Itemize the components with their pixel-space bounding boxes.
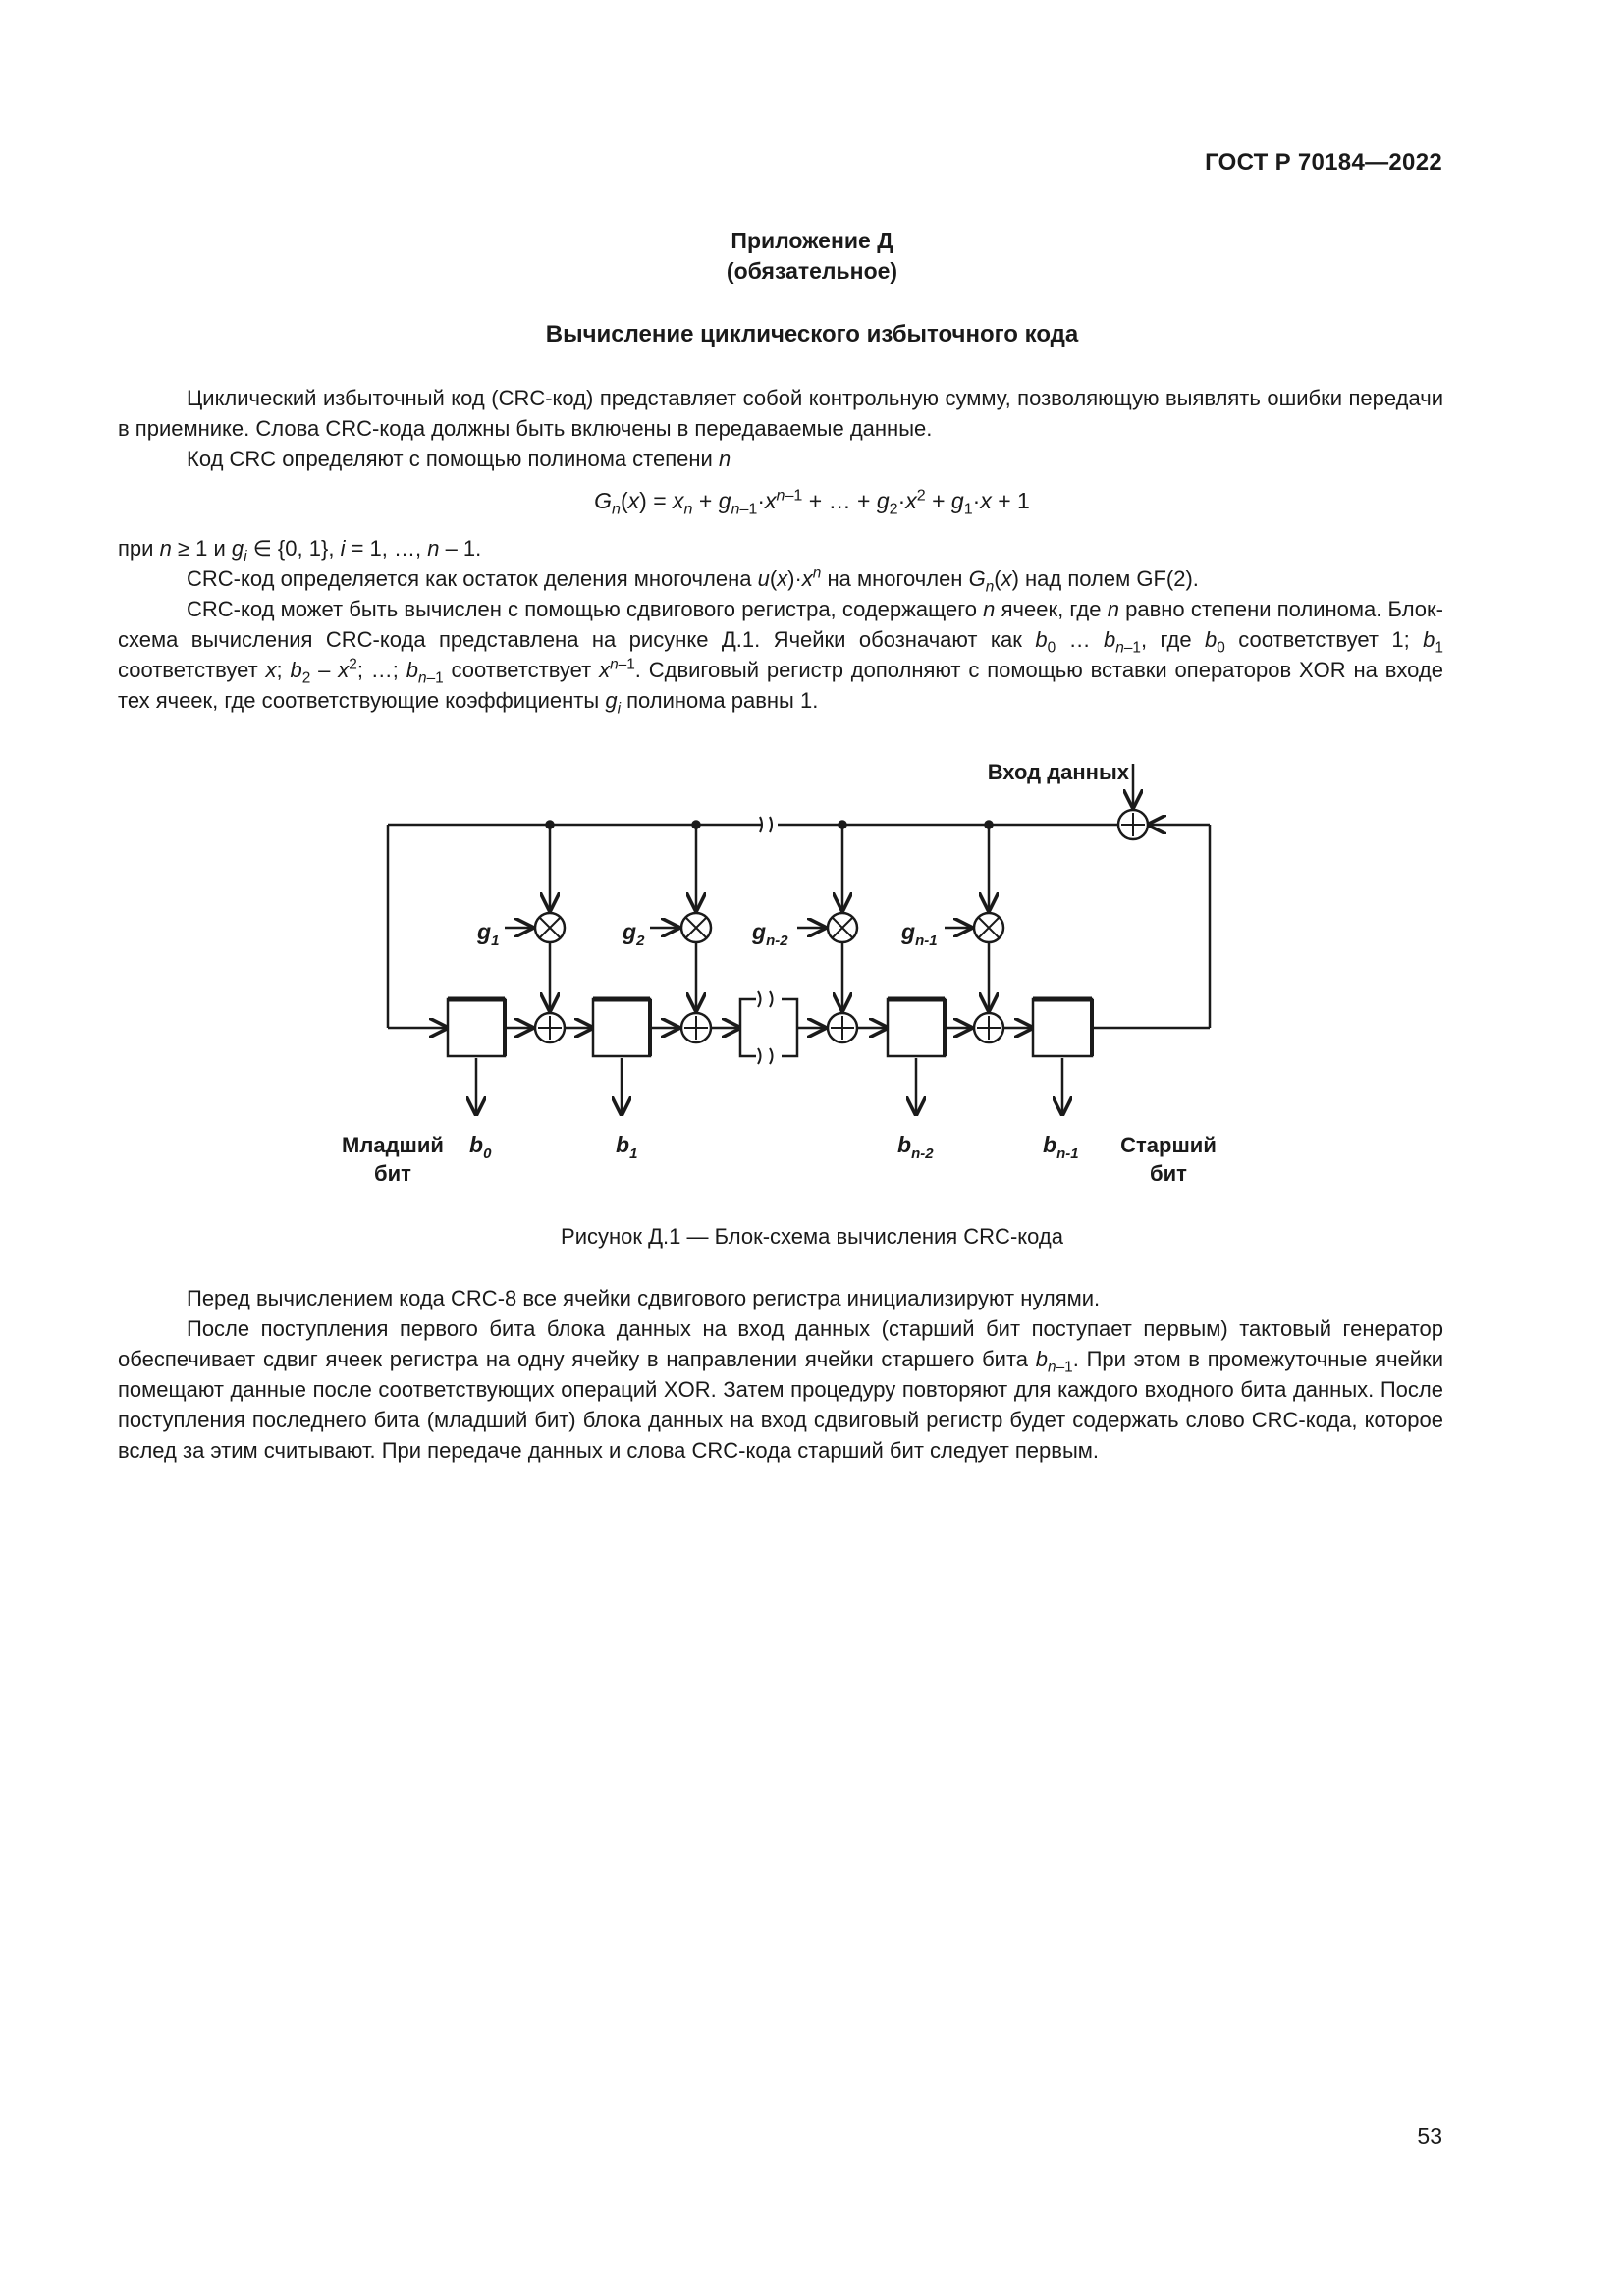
procedure-text: [118, 1283, 1443, 1466]
low-bit-label-line1: Младший: [342, 1133, 444, 1157]
data-input-label: Вход данных: [987, 760, 1129, 784]
polynomial-formula: $G_n(x) = x_n + g_{n-1}\cdot x^{n-1}$ + … + $g_2\cdot x^2 + g_1\cdot x + 1$: [594, 486, 1030, 518]
definition-paragraph: CRC-код определяется как остаток деления многочлена $u(x)\cdot x^n$ на многочлен $G_n(x)$ над полем GF(2).: [187, 564, 1199, 596]
intro-paragraph-1: Циклический избыточный код (CRC-код) представляет собой контрольную сумму, позволяющую выявлять ошибки передачи в приемнике. Слова CRC-кода должны быть включены в передаваемые данные.: [118, 386, 1443, 441]
procedure-paragraph-2: После поступления первого бита блока данных на вход данных (старший бит поступает первым) тактовый генератор обеспечивает сдвиг ячеек регистра на одну ячейку в направлении ячейки старшего бита $b_{n-1}$. При этом в промежуточные ячейки помещают данные после соответствующих операций XOR. Затем процедуру повторяют для каждого входного бита данных. После поступления последнего бита (младший бит) блока данных на вход сдвиговый регистр будет содержать слово CRC-кода, которое вслед за этим считывают. При передаче данных и слова CRC-кода старший бит следует первым.: [118, 1316, 1443, 1463]
register-bn2: [888, 999, 945, 1056]
appendix-title: Приложение Д: [731, 228, 893, 253]
register-b0: [448, 999, 505, 1056]
top-bus-break: [760, 817, 772, 832]
intro-paragraph-2: Код CRC определяют с помощью полинома степени n: [187, 447, 731, 471]
coef-gn1: $g_{n-1}$: [901, 919, 938, 949]
section-title: Вычисление циклического избыточного кода: [545, 321, 1079, 347]
high-bit-label-line1: Старший: [1120, 1133, 1217, 1157]
register-b1: [593, 999, 650, 1056]
standard-number: ГОСТ Р 70184—2022: [1205, 149, 1442, 176]
bit-label-bn1: $b_{n-1}$: [1043, 1132, 1079, 1162]
high-bit-label-line2: бит: [1150, 1161, 1187, 1186]
bit-label-bn2: $b_{n-2}$: [897, 1132, 934, 1162]
bit-label-b1: $b_1$: [616, 1132, 638, 1162]
register-bn1: [1033, 999, 1092, 1056]
bit-label-b0: $b_0$: [469, 1132, 492, 1162]
stage-2: [650, 822, 739, 1043]
formula-conditions: при n ≥ 1 и $g_i$ ∈ {0, 1}, i = 1, …, n – 1.: [118, 536, 482, 565]
coef-gn2: $g_{n-2}$: [752, 919, 788, 949]
coef-g2: $g_2$: [623, 919, 645, 949]
stage-1: [505, 822, 592, 1043]
stage-n-2: [797, 822, 887, 1043]
figure-caption: Рисунок Д.1 — Блок-схема вычисления CRC-кода: [561, 1224, 1063, 1249]
page-number: 53: [1417, 2123, 1442, 2149]
stage-n-1: [945, 822, 1032, 1043]
procedure-paragraph-1: Перед вычислением кода CRC-8 все ячейки сдвигового регистра инициализируют нулями.: [187, 1286, 1101, 1310]
low-bit-label-line2: бит: [374, 1161, 411, 1186]
shift-register-paragraph: CRC-код может быть вычислен с помощью сдвигового регистра, содержащего n ячеек, где n равно степени полинома. Блок-схема вычисления CRC-кода представлена на рисунке Д.1. Ячейки обозначают как $b_0$ … $b_{n-1}$, где $b_0$ соответствует 1; $b_1$ соответствует x; $b_2 - x^2$; …; $b_{n-1}$ соответствует $x^{n-1}$. Сдвиговый регистр дополняют с помощью вставки операторов XOR на входе тех ячеек, где соответствующие коэффициенты $g_i$ полинома равны 1.: [118, 597, 1444, 718]
coef-g1: $g_1$: [477, 919, 500, 949]
appendix-status: (обязательное): [726, 258, 898, 284]
